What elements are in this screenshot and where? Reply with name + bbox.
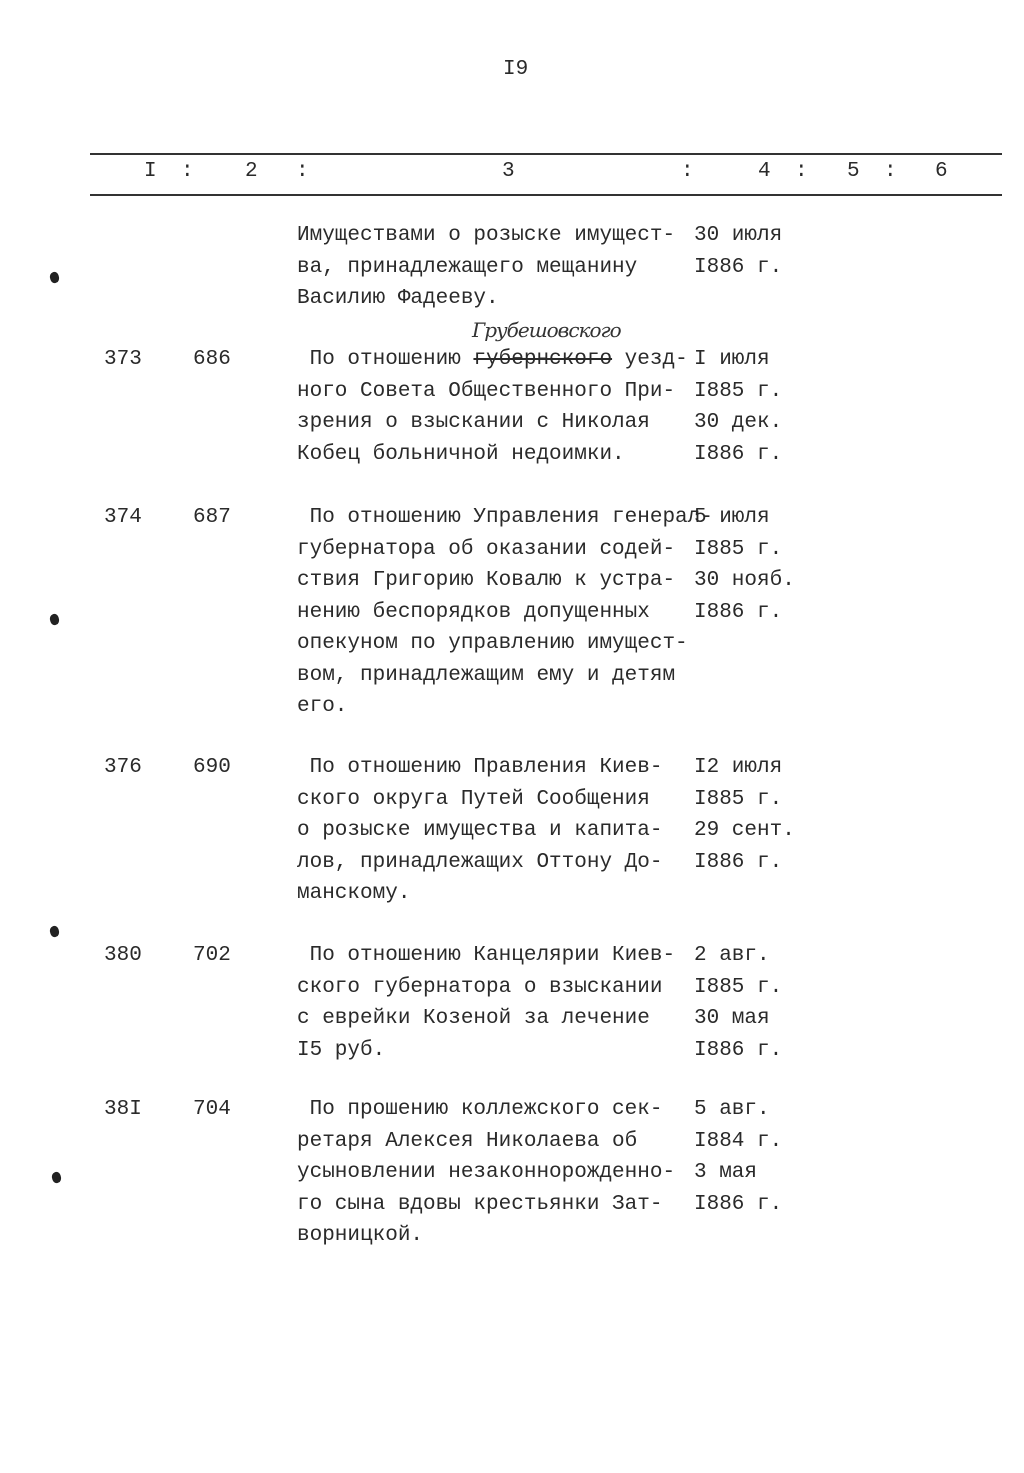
column-header-0: I [144, 160, 157, 183]
line-text: По отношению Управления генерал- [297, 506, 713, 529]
line-text: ского губернатора о взыскании [297, 975, 663, 999]
line-text: нению беспорядков допущенных [297, 600, 650, 624]
hole-punch-mark [50, 1171, 62, 1184]
date-text: 30 нояб. [694, 569, 795, 592]
header-top-rule [90, 153, 1002, 155]
date-text: 2 авг. [694, 944, 770, 967]
line-text: его. [297, 695, 348, 718]
line-text: ворницкой. [297, 1224, 424, 1247]
date-text: 30 июля [694, 224, 783, 247]
description-line [297, 348, 688, 379]
hole-punch-mark [48, 925, 60, 938]
description-line [297, 882, 410, 913]
line-text: с еврейки Козеной за лечение [297, 1007, 650, 1030]
handwritten-correction: Грубешовского [472, 318, 621, 342]
entry-number: 376 [104, 756, 142, 779]
date-text: I884 г. [694, 1129, 783, 1153]
date-text: 29 сент. [694, 819, 795, 842]
description-line [297, 380, 675, 411]
description-line [297, 538, 675, 569]
description-line [297, 664, 675, 695]
line-text: го сына вдовы крестьянки Зат- [297, 1192, 663, 1216]
date-text: I885 г. [694, 537, 783, 561]
column-header-4: 3 [502, 160, 515, 183]
page-number: I9 [503, 58, 529, 81]
header-bottom-rule [90, 194, 1002, 196]
line-text: По отношению Канцелярии Киев- [297, 944, 676, 967]
description-line [297, 224, 675, 255]
column-header-6: 4 [758, 160, 771, 183]
date-text: I886 г. [694, 850, 783, 874]
description-line [297, 944, 675, 975]
description-line [297, 569, 675, 600]
description-line [297, 1098, 662, 1129]
line-text: лов, принадлежащих Оттону До- [297, 850, 663, 874]
date-text: 5 авг. [694, 1098, 770, 1121]
hole-punch-mark [48, 613, 60, 626]
date-text: I885 г. [694, 975, 783, 999]
entry-number: 374 [104, 506, 142, 529]
line-text: зрения о взыскании с Николая [297, 411, 650, 434]
date-text: 30 мая [694, 1007, 770, 1030]
date-text: I886 г. [694, 442, 783, 466]
line-text: ствия Григорию Ковалю к устра- [297, 569, 676, 592]
date-text: 3 мая [694, 1161, 758, 1184]
description-line [297, 851, 662, 882]
line-text: I5 руб. [297, 1038, 386, 1062]
description-line [297, 411, 650, 442]
description-line [297, 601, 650, 632]
entry-number: 38I [104, 1098, 142, 1121]
line-text: губернатора об оказании содей- [297, 537, 676, 561]
column-header-3: : [296, 160, 309, 183]
description-line [297, 1007, 650, 1038]
date-text: I886 г. [694, 1038, 783, 1062]
description-line [297, 287, 499, 318]
description-line [297, 506, 713, 537]
hole-punch-mark [48, 271, 60, 284]
column-header-7: : [795, 160, 808, 183]
date-text: I886 г. [694, 600, 783, 624]
date-text: I885 г. [694, 379, 783, 403]
line-text: вом, принадлежащим ему и детям [297, 663, 676, 687]
description-line [297, 443, 625, 474]
line-text: ва, принадлежащего мещанину [297, 255, 638, 279]
description-line [297, 256, 637, 287]
description-line [297, 1130, 637, 1161]
description-line [297, 819, 662, 850]
date-text: I2 июля [694, 756, 783, 779]
date-text: I885 г. [694, 787, 783, 811]
line-text: Кобец больничной недоимки. [297, 442, 625, 466]
line-text: По прошению коллежского сек- [297, 1098, 663, 1121]
struck-text: губернского [473, 348, 613, 371]
date-text: I886 г. [694, 1192, 783, 1216]
line-text: ного Совета Общественного При- [297, 379, 676, 403]
column-header-2: 2 [245, 160, 258, 183]
document-number: 702 [193, 944, 231, 967]
column-header-9: : [884, 160, 897, 183]
line-text: о розыске имущества и капита- [297, 819, 663, 842]
description-line [297, 756, 662, 787]
date-text: I886 г. [694, 255, 783, 279]
description-line [297, 1193, 662, 1224]
document-number: 687 [193, 506, 231, 529]
description-line [297, 695, 347, 726]
date-text: I июля [694, 348, 770, 371]
description-line [297, 632, 688, 663]
line-text: манскому. [297, 882, 411, 905]
description-line [297, 1039, 385, 1070]
entry-number: 380 [104, 944, 142, 967]
document-number: 704 [193, 1098, 231, 1121]
line-text: Василию Фадееву. [297, 287, 499, 310]
document-number: 690 [193, 756, 231, 779]
line-text: По отношению Правления Киев- [297, 756, 663, 779]
line-text: Имуществами о розыске имущест- [297, 224, 676, 247]
entry-number: 373 [104, 348, 142, 371]
document-number: 686 [193, 348, 231, 371]
line-text: опекуном по управлению имущест- [297, 632, 688, 655]
description-line [297, 976, 662, 1007]
description-line [297, 1224, 423, 1255]
line-text: усыновлении незаконнорожденно- [297, 1161, 676, 1184]
line-text: ского округа Путей Сообщения [297, 787, 650, 811]
date-text: 30 дек. [694, 411, 783, 434]
column-header-8: 5 [847, 160, 860, 183]
column-header-10: 6 [935, 160, 948, 183]
description-line [297, 1161, 675, 1192]
line-text: ретаря Алексея Николаева об [297, 1129, 638, 1153]
line-text: По отношению [297, 348, 474, 371]
column-header-1: : [181, 160, 194, 183]
date-text: 5 июля [694, 506, 770, 529]
column-header-5: : [681, 160, 694, 183]
description-line [297, 788, 650, 819]
line-text-continued: уезд- [612, 348, 688, 371]
